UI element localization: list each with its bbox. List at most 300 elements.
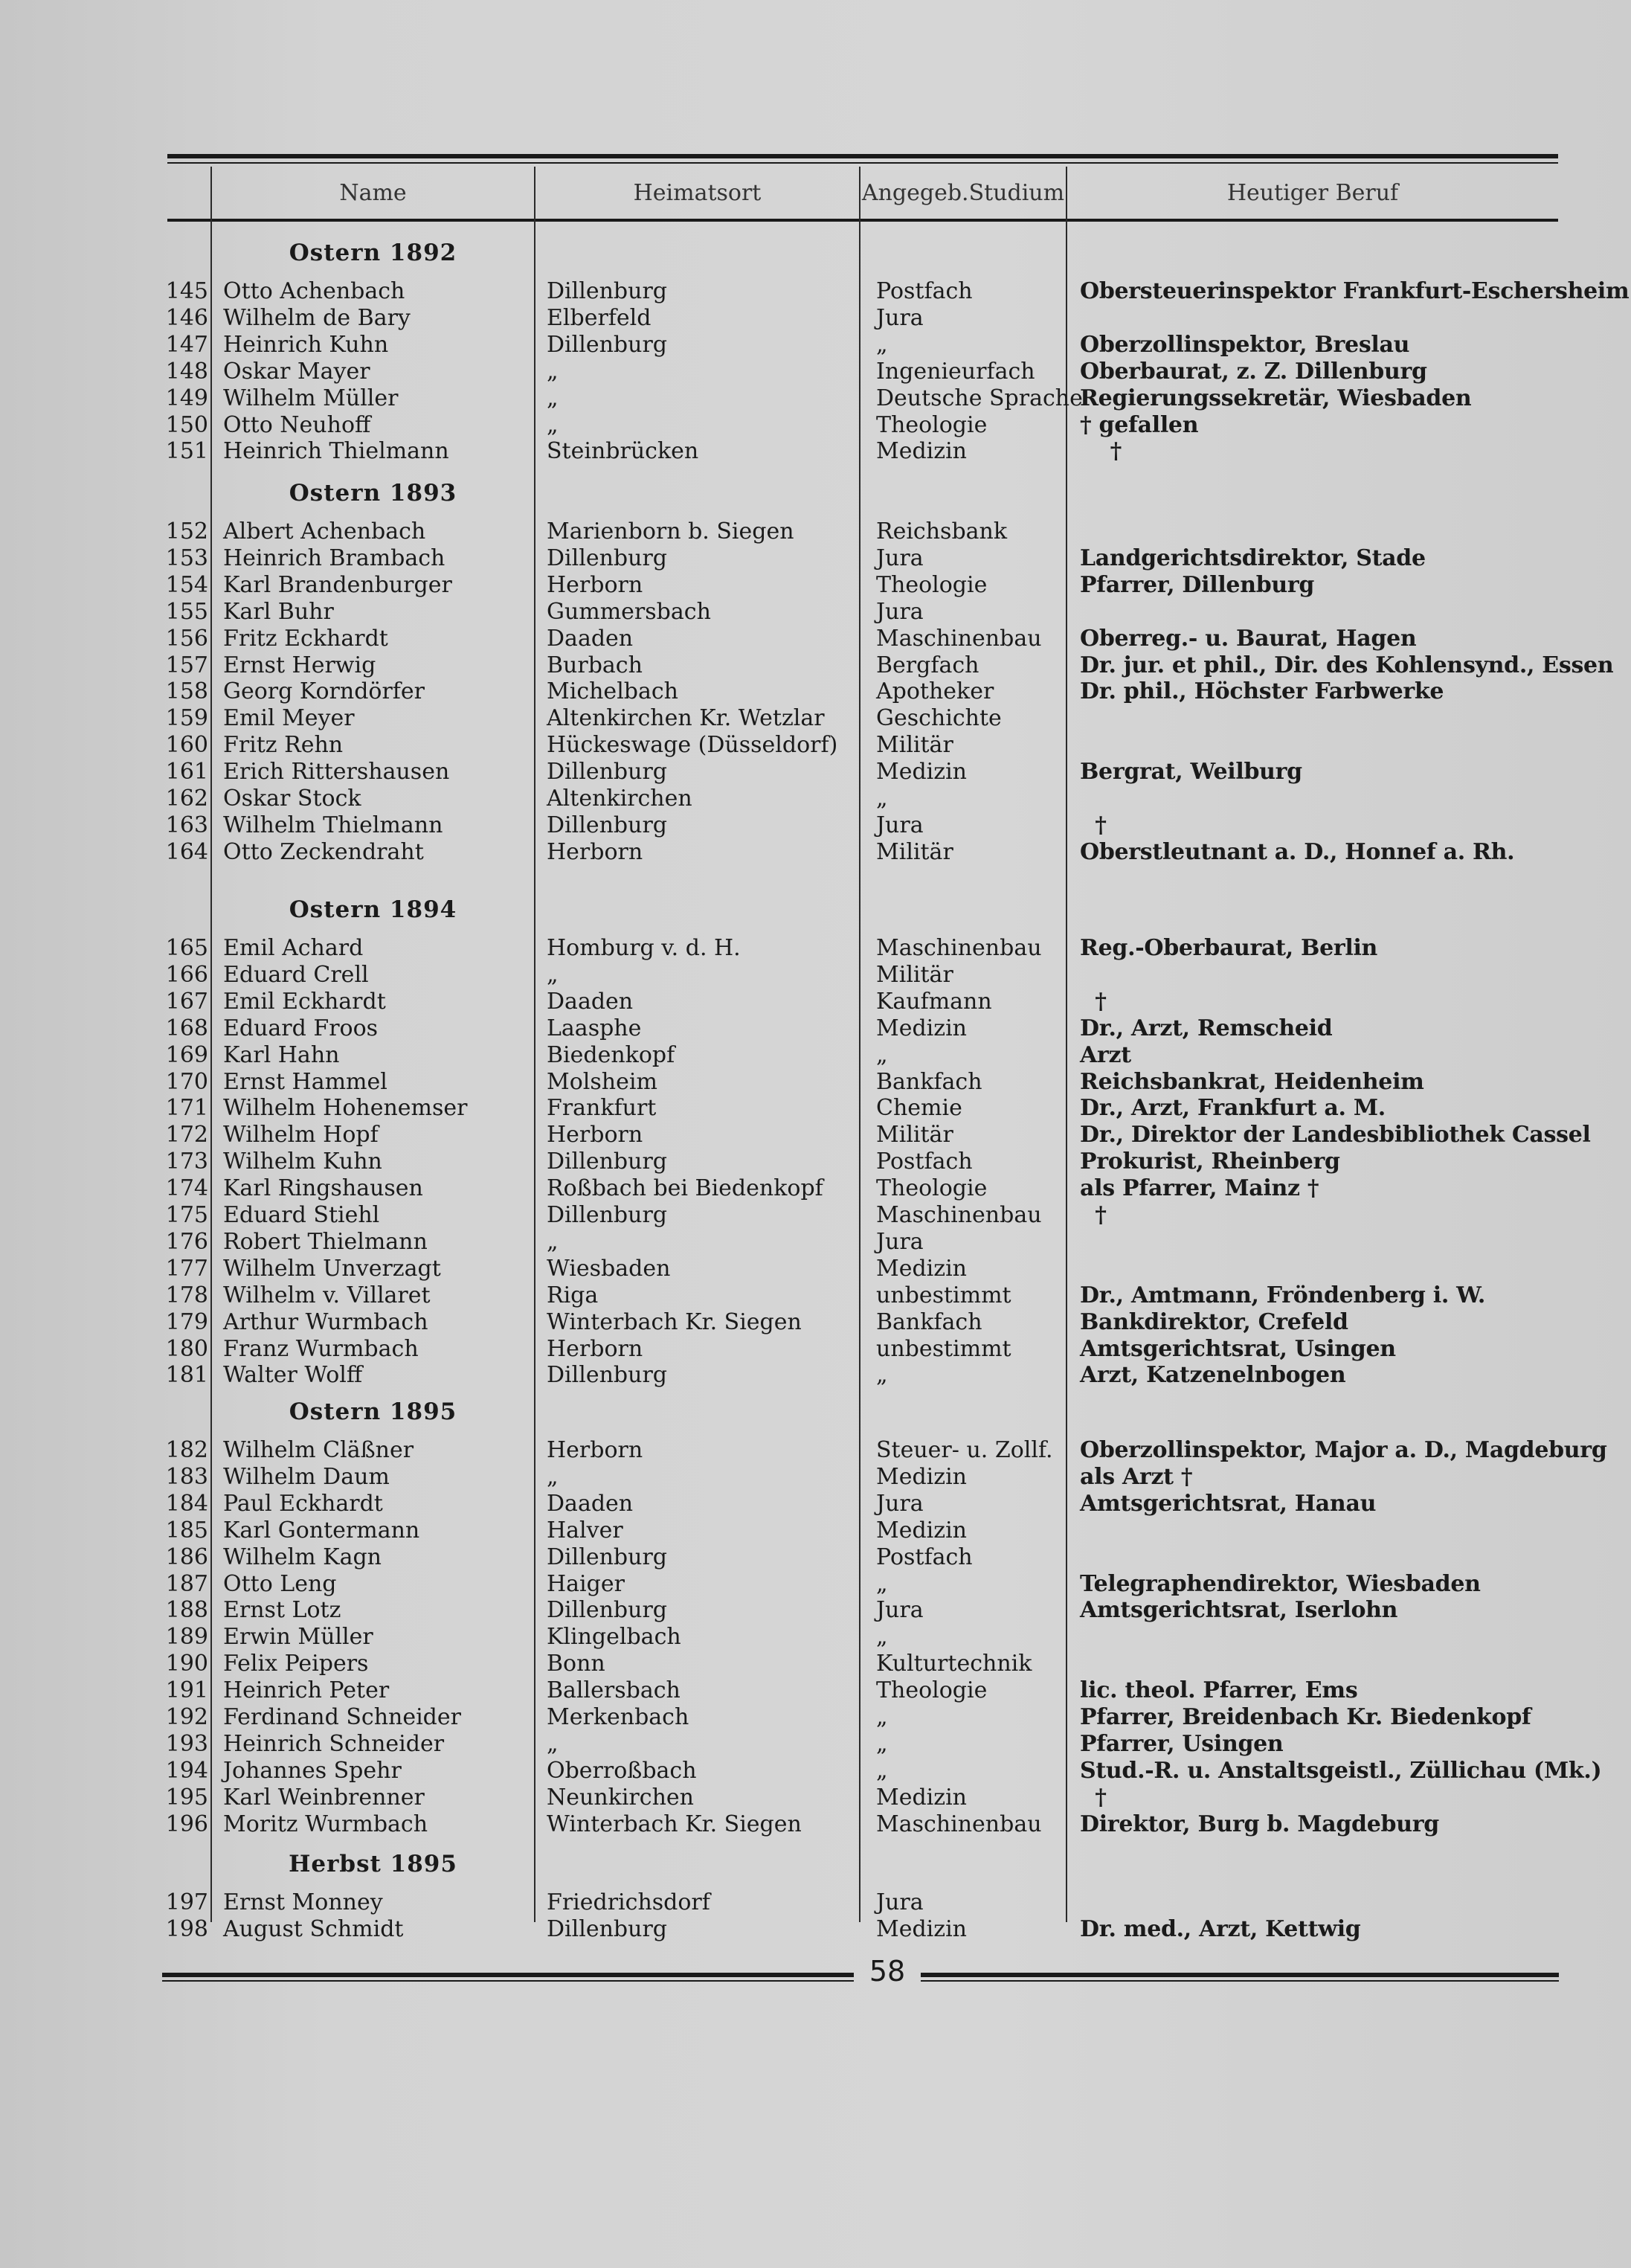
row-name: Johannes Spehr bbox=[223, 1757, 402, 1784]
header-name: Name bbox=[339, 180, 407, 206]
row-number: 174 bbox=[165, 1175, 208, 1202]
row-heimatsort: Riga bbox=[547, 1282, 599, 1308]
row-heimatsort: „ bbox=[547, 1463, 559, 1490]
row-heimatsort: Molsheim bbox=[547, 1068, 657, 1095]
row-heimatsort: Klingelbach bbox=[547, 1624, 681, 1651]
row-number: 167 bbox=[165, 988, 208, 1015]
row-beruf: Arzt bbox=[1080, 1041, 1131, 1068]
row-number: 196 bbox=[165, 1811, 208, 1837]
row-number: 190 bbox=[165, 1651, 208, 1677]
row-heimatsort: Herborn bbox=[547, 571, 643, 598]
row-name: Otto Neuhoff bbox=[223, 411, 371, 438]
row-heimatsort: Roßbach bei Biedenkopf bbox=[547, 1175, 823, 1202]
row-beruf: Amtsgerichtsrat, Hanau bbox=[1080, 1490, 1377, 1517]
header-heimatsort: Heimatsort bbox=[633, 180, 762, 206]
table-row bbox=[0, 572, 1631, 599]
table-row bbox=[0, 1544, 1631, 1571]
table-row bbox=[0, 759, 1631, 786]
table-row bbox=[0, 1437, 1631, 1464]
row-name: Ernst Monney bbox=[223, 1889, 383, 1915]
row-heimatsort: Altenkirchen bbox=[547, 786, 692, 812]
row-heimatsort: Burbach bbox=[547, 652, 643, 678]
row-studium: Kulturtechnik bbox=[876, 1651, 1032, 1677]
row-studium: „ bbox=[876, 1041, 888, 1068]
table-row bbox=[0, 1571, 1631, 1598]
table-row bbox=[0, 1811, 1631, 1838]
row-name: Oskar Mayer bbox=[223, 358, 370, 385]
footer-rule-right-thin bbox=[921, 1980, 1559, 1982]
row-beruf: Oberreg.- u. Baurat, Hagen bbox=[1080, 625, 1417, 652]
row-number: 153 bbox=[165, 544, 208, 571]
row-name: Heinrich Peter bbox=[223, 1677, 390, 1704]
row-beruf: Reg.-Oberbaurat, Berlin bbox=[1080, 935, 1378, 961]
row-heimatsort: Winterbach Kr. Siegen bbox=[547, 1308, 802, 1335]
row-name: Ernst Herwig bbox=[223, 652, 376, 678]
table-row bbox=[0, 1229, 1631, 1256]
row-studium: unbestimmt bbox=[876, 1335, 1011, 1362]
header-beruf: Heutiger Beruf bbox=[1226, 180, 1399, 206]
row-studium: Apotheker bbox=[876, 678, 994, 705]
row-beruf: Dr. med., Arzt, Kettwig bbox=[1080, 1915, 1361, 1942]
row-heimatsort: Daaden bbox=[547, 625, 634, 652]
table-row bbox=[0, 786, 1631, 812]
row-number: 156 bbox=[165, 625, 208, 652]
row-studium: Jura bbox=[876, 1490, 924, 1517]
row-studium: „ bbox=[876, 786, 888, 812]
row-heimatsort: Herborn bbox=[547, 1335, 643, 1362]
row-name: Ernst Hammel bbox=[223, 1068, 387, 1095]
table-row bbox=[0, 1517, 1631, 1544]
row-name: Heinrich Kuhn bbox=[223, 331, 389, 358]
row-studium: Militär bbox=[876, 732, 953, 759]
row-number: 189 bbox=[165, 1624, 208, 1651]
row-beruf: Dr. phil., Höchster Farbwerke bbox=[1080, 678, 1444, 705]
row-name: Georg Korndörfer bbox=[223, 678, 425, 705]
row-name: Wilhelm Hopf bbox=[223, 1122, 379, 1149]
row-heimatsort: Halver bbox=[547, 1517, 623, 1543]
row-name: Arthur Wurmbach bbox=[223, 1308, 428, 1335]
table-row bbox=[0, 1069, 1631, 1096]
row-studium: „ bbox=[876, 331, 888, 358]
row-heimatsort: Daaden bbox=[547, 988, 634, 1015]
row-number: 165 bbox=[165, 935, 208, 961]
row-studium: „ bbox=[876, 1570, 888, 1597]
row-name: Fritz Rehn bbox=[223, 732, 344, 759]
table-row bbox=[0, 1175, 1631, 1202]
section-title: Herbst 1895 bbox=[289, 1851, 457, 1877]
row-beruf: † bbox=[1080, 438, 1122, 465]
row-beruf: Stud.-R. u. Anstaltsgeistl., Züllichau (Mk.) bbox=[1080, 1757, 1602, 1784]
row-beruf: Regierungssekretär, Wiesbaden bbox=[1080, 385, 1472, 411]
table-row bbox=[0, 1758, 1631, 1784]
row-heimatsort: Altenkirchen Kr. Wetzlar bbox=[547, 705, 825, 732]
row-heimatsort: Gummersbach bbox=[547, 598, 711, 625]
row-number: 198 bbox=[165, 1915, 208, 1942]
row-name: Heinrich Brambach bbox=[223, 544, 445, 571]
row-name: Karl Ringshausen bbox=[223, 1175, 423, 1202]
table-row bbox=[0, 518, 1631, 545]
row-heimatsort: Merkenbach bbox=[547, 1704, 689, 1730]
row-studium: Postfach bbox=[876, 1543, 973, 1570]
row-beruf: lic. theol. Pfarrer, Ems bbox=[1080, 1677, 1358, 1704]
row-number: 169 bbox=[165, 1041, 208, 1068]
table-row bbox=[0, 1202, 1631, 1229]
row-studium: Maschinenbau bbox=[876, 625, 1042, 652]
row-number: 179 bbox=[165, 1308, 208, 1335]
footer-rule-left bbox=[162, 1973, 854, 1977]
row-number: 182 bbox=[165, 1437, 208, 1463]
row-heimatsort: „ bbox=[547, 961, 559, 988]
row-name: Emil Achard bbox=[223, 935, 364, 961]
row-beruf: Dr., Direktor der Landesbibliothek Cassel bbox=[1080, 1122, 1591, 1149]
row-studium: Bergfach bbox=[876, 652, 979, 678]
row-beruf: Bankdirektor, Crefeld bbox=[1080, 1308, 1348, 1335]
row-name: Oskar Stock bbox=[223, 786, 361, 812]
row-number: 171 bbox=[165, 1095, 208, 1122]
table-row bbox=[0, 678, 1631, 705]
table-row bbox=[0, 1149, 1631, 1175]
row-studium: Maschinenbau bbox=[876, 1202, 1042, 1228]
row-studium: Militär bbox=[876, 1122, 953, 1149]
row-heimatsort: Dillenburg bbox=[547, 331, 667, 358]
row-beruf: Dr., Amtmann, Fröndenberg i. W. bbox=[1080, 1282, 1485, 1308]
row-beruf: Pfarrer, Dillenburg bbox=[1080, 571, 1315, 598]
row-studium: Maschinenbau bbox=[876, 1811, 1042, 1837]
row-number: 150 bbox=[165, 411, 208, 438]
row-name: Emil Eckhardt bbox=[223, 988, 386, 1015]
row-name: Albert Achenbach bbox=[223, 518, 426, 544]
row-name: Robert Thielmann bbox=[223, 1228, 428, 1255]
row-heimatsort: Dillenburg bbox=[547, 812, 667, 838]
table-row bbox=[0, 1122, 1631, 1149]
row-heimatsort: Neunkirchen bbox=[547, 1784, 694, 1811]
row-number: 186 bbox=[165, 1543, 208, 1570]
table-row bbox=[0, 278, 1631, 305]
table-row bbox=[0, 839, 1631, 866]
row-name: Wilhelm Cläßner bbox=[223, 1437, 414, 1463]
row-beruf: Oberzollinspektor, Breslau bbox=[1080, 331, 1410, 358]
row-heimatsort: Frankfurt bbox=[547, 1095, 657, 1122]
row-studium: „ bbox=[876, 1624, 888, 1651]
footer-rule-right bbox=[921, 1973, 1559, 1977]
row-name: Fritz Eckhardt bbox=[223, 625, 388, 652]
row-name: Wilhelm Müller bbox=[223, 385, 399, 411]
row-name: August Schmidt bbox=[223, 1915, 404, 1942]
row-number: 154 bbox=[165, 571, 208, 598]
row-studium: Militär bbox=[876, 961, 953, 988]
row-name: Wilhelm Kuhn bbox=[223, 1149, 382, 1175]
row-studium: Medizin bbox=[876, 759, 967, 786]
row-name: Moritz Wurmbach bbox=[223, 1811, 428, 1837]
row-heimatsort: Elberfeld bbox=[547, 304, 652, 331]
table-row bbox=[0, 1464, 1631, 1491]
section-title: Ostern 1895 bbox=[289, 1398, 457, 1425]
row-heimatsort: Dillenburg bbox=[547, 1597, 667, 1624]
row-studium: „ bbox=[876, 1704, 888, 1730]
row-number: 149 bbox=[165, 385, 208, 411]
row-name: Wilhelm de Bary bbox=[223, 304, 411, 331]
row-name: Emil Meyer bbox=[223, 705, 355, 732]
row-beruf: Arzt, Katzenelnbogen bbox=[1080, 1362, 1346, 1389]
table-row bbox=[0, 989, 1631, 1015]
header-rule bbox=[167, 219, 1558, 222]
row-studium: Medizin bbox=[876, 1784, 967, 1811]
row-number: 197 bbox=[165, 1889, 208, 1915]
row-heimatsort: Winterbach Kr. Siegen bbox=[547, 1811, 802, 1837]
row-number: 184 bbox=[165, 1490, 208, 1517]
row-name: Wilhelm Unverzagt bbox=[223, 1255, 441, 1282]
row-number: 180 bbox=[165, 1335, 208, 1362]
row-studium: Theologie bbox=[876, 411, 988, 438]
row-studium: Theologie bbox=[876, 1677, 988, 1704]
row-heimatsort: „ bbox=[547, 1730, 559, 1757]
table-row bbox=[0, 1015, 1631, 1042]
row-beruf: Oberzollinspektor, Major a. D., Magdeburg bbox=[1080, 1437, 1607, 1463]
row-number: 185 bbox=[165, 1517, 208, 1543]
top-rule-thin bbox=[167, 162, 1558, 164]
row-number: 157 bbox=[165, 652, 208, 678]
row-number: 146 bbox=[165, 304, 208, 331]
row-heimatsort: „ bbox=[547, 1228, 559, 1255]
row-number: 194 bbox=[165, 1757, 208, 1784]
header-studium: Angegeb.Studium bbox=[861, 180, 1065, 206]
table-row bbox=[0, 1491, 1631, 1517]
table-row bbox=[0, 545, 1631, 572]
row-name: Karl Brandenburger bbox=[223, 571, 452, 598]
row-heimatsort: Dillenburg bbox=[547, 1362, 667, 1389]
table-row bbox=[0, 1042, 1631, 1069]
table-row bbox=[0, 438, 1631, 465]
table-row bbox=[0, 599, 1631, 626]
table-row bbox=[0, 332, 1631, 359]
table-row bbox=[0, 1624, 1631, 1651]
row-studium: „ bbox=[876, 1362, 888, 1389]
row-studium: Medizin bbox=[876, 438, 967, 465]
table-row bbox=[0, 812, 1631, 839]
row-beruf: als Arzt † bbox=[1080, 1463, 1193, 1490]
table-row bbox=[0, 1784, 1631, 1811]
row-beruf: Bergrat, Weilburg bbox=[1080, 759, 1302, 786]
row-number: 155 bbox=[165, 598, 208, 625]
row-name: Karl Buhr bbox=[223, 598, 334, 625]
row-heimatsort: Dillenburg bbox=[547, 759, 667, 786]
row-name: Ernst Lotz bbox=[223, 1597, 341, 1624]
row-studium: Jura bbox=[876, 1597, 924, 1624]
row-studium: Bankfach bbox=[876, 1068, 982, 1095]
row-heimatsort: „ bbox=[547, 358, 559, 385]
footer-rule-left-thin bbox=[162, 1980, 854, 1982]
row-name: Paul Eckhardt bbox=[223, 1490, 383, 1517]
row-heimatsort: Homburg v. d. H. bbox=[547, 935, 741, 961]
row-heimatsort: „ bbox=[547, 385, 559, 411]
table-row bbox=[0, 652, 1631, 679]
row-heimatsort: Dillenburg bbox=[547, 278, 667, 304]
row-studium: Ingenieurfach bbox=[876, 358, 1035, 385]
row-studium: unbestimmt bbox=[876, 1282, 1011, 1308]
table-row bbox=[0, 1677, 1631, 1704]
row-beruf: † bbox=[1080, 1202, 1107, 1228]
row-beruf: Landgerichtsdirektor, Stade bbox=[1080, 544, 1426, 571]
row-number: 162 bbox=[165, 786, 208, 812]
table-row bbox=[0, 732, 1631, 759]
row-heimatsort: Dillenburg bbox=[547, 1543, 667, 1570]
row-studium: Medizin bbox=[876, 1463, 967, 1490]
row-studium: „ bbox=[876, 1730, 888, 1757]
row-heimatsort: Dillenburg bbox=[547, 1149, 667, 1175]
row-number: 188 bbox=[165, 1597, 208, 1624]
table-row bbox=[0, 1282, 1631, 1309]
table-row bbox=[0, 962, 1631, 989]
row-name: Otto Zeckendraht bbox=[223, 838, 424, 865]
row-beruf: Reichsbankrat, Heidenheim bbox=[1080, 1068, 1424, 1095]
row-name: Karl Weinbrenner bbox=[223, 1784, 425, 1811]
row-studium: Jura bbox=[876, 598, 924, 625]
row-heimatsort: Dillenburg bbox=[547, 544, 667, 571]
row-beruf: Obersteuerinspektor Frankfurt-Eschersheim bbox=[1080, 278, 1630, 304]
row-studium: Steuer- u. Zollf. bbox=[876, 1437, 1053, 1463]
table-row bbox=[0, 1309, 1631, 1336]
table-row bbox=[0, 1889, 1631, 1916]
row-number: 175 bbox=[165, 1202, 208, 1228]
row-name: Erich Rittershausen bbox=[223, 759, 450, 786]
row-studium: „ bbox=[876, 1757, 888, 1784]
table-row bbox=[0, 935, 1631, 962]
row-number: 145 bbox=[165, 278, 208, 304]
table-row bbox=[0, 1916, 1631, 1943]
row-beruf: Oberstleutnant a. D., Honnef a. Rh. bbox=[1080, 838, 1515, 865]
table-row bbox=[0, 1597, 1631, 1624]
table-row bbox=[0, 305, 1631, 332]
row-number: 191 bbox=[165, 1677, 208, 1704]
row-number: 148 bbox=[165, 358, 208, 385]
row-studium: Jura bbox=[876, 304, 924, 331]
row-beruf: Dr., Arzt, Frankfurt a. M. bbox=[1080, 1095, 1386, 1122]
row-heimatsort: Biedenkopf bbox=[547, 1041, 675, 1068]
row-studium: Militär bbox=[876, 838, 953, 865]
row-number: 187 bbox=[165, 1570, 208, 1597]
row-heimatsort: Herborn bbox=[547, 1437, 643, 1463]
table-row bbox=[0, 1731, 1631, 1758]
row-beruf: † bbox=[1080, 1784, 1107, 1811]
row-heimatsort: Herborn bbox=[547, 838, 643, 865]
section-title: Ostern 1893 bbox=[289, 480, 457, 507]
row-number: 160 bbox=[165, 732, 208, 759]
row-name: Ferdinand Schneider bbox=[223, 1704, 461, 1730]
row-name: Wilhelm Thielmann bbox=[223, 812, 443, 838]
row-number: 172 bbox=[165, 1122, 208, 1149]
row-heimatsort: „ bbox=[547, 411, 559, 438]
row-name: Wilhelm v. Villaret bbox=[223, 1282, 431, 1308]
row-studium: Medizin bbox=[876, 1517, 967, 1543]
row-studium: Theologie bbox=[876, 1175, 988, 1202]
row-number: 170 bbox=[165, 1068, 208, 1095]
row-number: 178 bbox=[165, 1282, 208, 1308]
table-row bbox=[0, 385, 1631, 412]
row-name: Karl Hahn bbox=[223, 1041, 340, 1068]
table-row bbox=[0, 1704, 1631, 1731]
row-beruf: Telegraphendirektor, Wiesbaden bbox=[1080, 1570, 1481, 1597]
row-heimatsort: Dillenburg bbox=[547, 1915, 667, 1942]
row-studium: Jura bbox=[876, 544, 924, 571]
row-studium: Medizin bbox=[876, 1015, 967, 1041]
row-studium: Theologie bbox=[876, 571, 988, 598]
row-beruf: † bbox=[1080, 988, 1107, 1015]
row-heimatsort: Ballersbach bbox=[547, 1677, 681, 1704]
row-number: 193 bbox=[165, 1730, 208, 1757]
row-studium: Geschichte bbox=[876, 705, 1002, 732]
row-beruf: Pfarrer, Breidenbach Kr. Biedenkopf bbox=[1080, 1704, 1531, 1730]
table-row bbox=[0, 1651, 1631, 1677]
row-beruf: Prokurist, Rheinberg bbox=[1080, 1149, 1340, 1175]
row-studium: Maschinenbau bbox=[876, 935, 1042, 961]
row-heimatsort: Friedrichsdorf bbox=[547, 1889, 710, 1915]
row-heimatsort: Dillenburg bbox=[547, 1202, 667, 1228]
row-heimatsort: Michelbach bbox=[547, 678, 678, 705]
row-beruf: Amtsgerichtsrat, Usingen bbox=[1080, 1335, 1396, 1362]
section-title: Ostern 1894 bbox=[289, 896, 457, 923]
row-name: Walter Wolff bbox=[223, 1362, 363, 1389]
row-name: Wilhelm Kagn bbox=[223, 1543, 382, 1570]
row-studium: Jura bbox=[876, 1889, 924, 1915]
table-row bbox=[0, 1362, 1631, 1389]
row-studium: Chemie bbox=[876, 1095, 962, 1122]
row-beruf: Oberbaurat, z. Z. Dillenburg bbox=[1080, 358, 1427, 385]
row-beruf: Direktor, Burg b. Magdeburg bbox=[1080, 1811, 1439, 1837]
row-number: 158 bbox=[165, 678, 208, 705]
row-name: Eduard Froos bbox=[223, 1015, 379, 1041]
table-row bbox=[0, 1336, 1631, 1363]
row-heimatsort: Marienborn b. Siegen bbox=[547, 518, 794, 544]
row-studium: Medizin bbox=[876, 1915, 967, 1942]
row-number: 173 bbox=[165, 1149, 208, 1175]
row-heimatsort: Steinbrücken bbox=[547, 438, 699, 465]
row-name: Otto Leng bbox=[223, 1570, 337, 1597]
row-studium: Reichsbank bbox=[876, 518, 1008, 544]
row-name: Franz Wurmbach bbox=[223, 1335, 419, 1362]
row-beruf: † gefallen bbox=[1080, 411, 1199, 438]
row-name: Eduard Crell bbox=[223, 961, 369, 988]
row-number: 163 bbox=[165, 812, 208, 838]
row-number: 161 bbox=[165, 759, 208, 786]
row-name: Heinrich Thielmann bbox=[223, 438, 449, 465]
row-number: 168 bbox=[165, 1015, 208, 1041]
row-number: 176 bbox=[165, 1228, 208, 1255]
row-beruf: Pfarrer, Usingen bbox=[1080, 1730, 1284, 1757]
row-heimatsort: Wiesbaden bbox=[547, 1255, 671, 1282]
row-studium: Deutsche Sprache bbox=[876, 385, 1083, 411]
row-number: 195 bbox=[165, 1784, 208, 1811]
row-number: 152 bbox=[165, 518, 208, 544]
row-number: 147 bbox=[165, 331, 208, 358]
row-name: Wilhelm Hohenemser bbox=[223, 1095, 468, 1122]
row-number: 177 bbox=[165, 1255, 208, 1282]
row-heimatsort: Daaden bbox=[547, 1490, 634, 1517]
row-heimatsort: Haiger bbox=[547, 1570, 625, 1597]
row-studium: Kaufmann bbox=[876, 988, 992, 1015]
row-number: 181 bbox=[165, 1362, 208, 1389]
row-studium: Bankfach bbox=[876, 1308, 982, 1335]
row-number: 166 bbox=[165, 961, 208, 988]
table-row bbox=[0, 1095, 1631, 1122]
row-name: Wilhelm Daum bbox=[223, 1463, 390, 1490]
row-studium: Postfach bbox=[876, 1149, 973, 1175]
row-heimatsort: Herborn bbox=[547, 1122, 643, 1149]
table-row bbox=[0, 705, 1631, 732]
page-number: 58 bbox=[869, 1955, 906, 1988]
row-beruf: Amtsgerichtsrat, Iserlohn bbox=[1080, 1597, 1398, 1624]
row-number: 164 bbox=[165, 838, 208, 865]
row-beruf: † bbox=[1080, 812, 1107, 838]
